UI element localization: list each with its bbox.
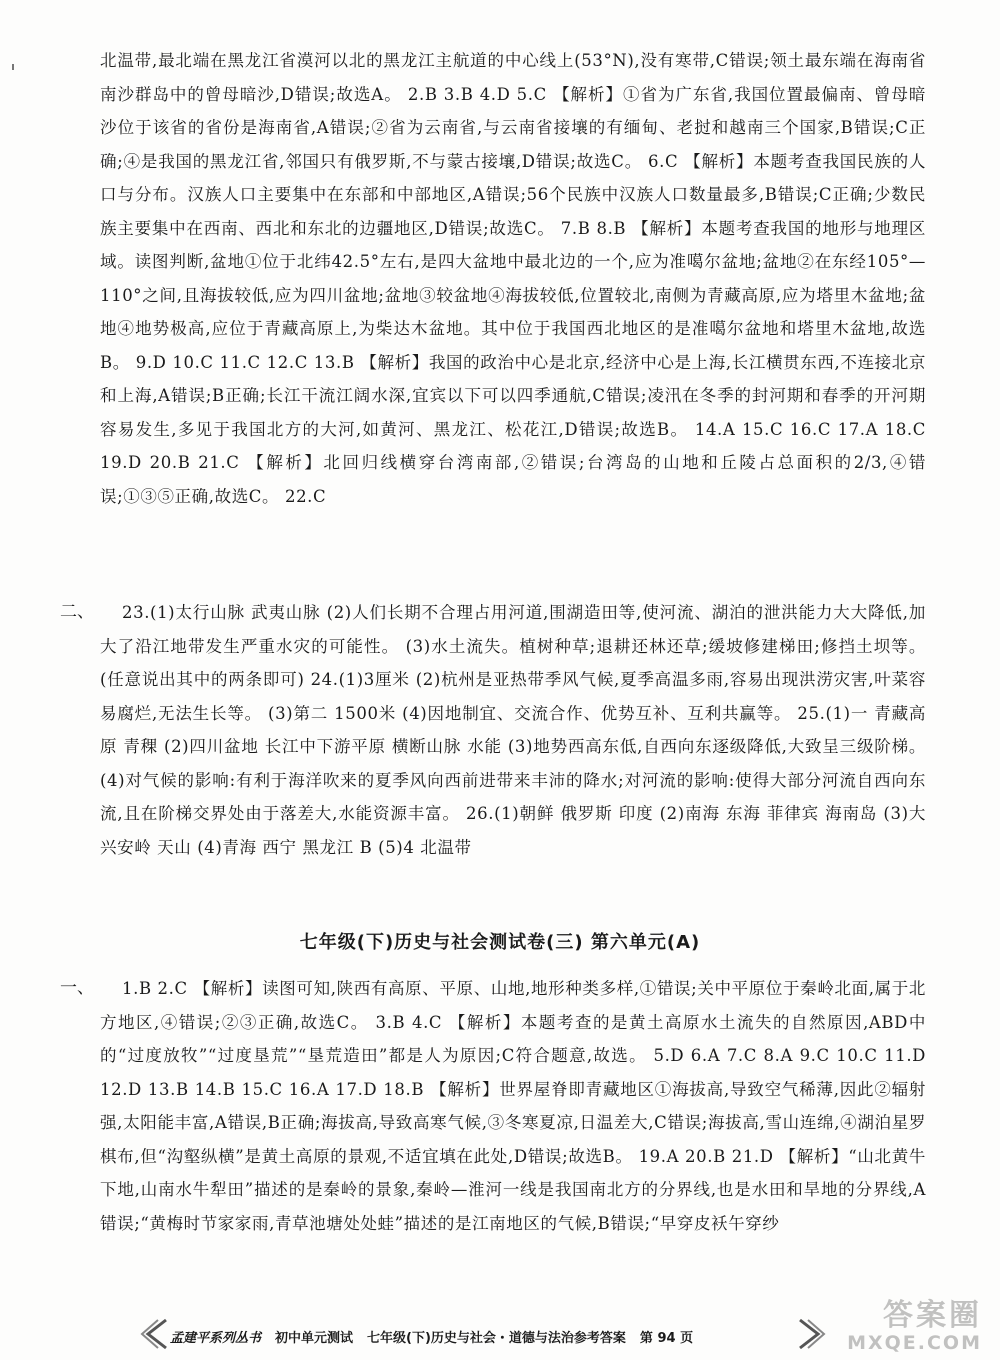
left-arrow-icon <box>140 1318 168 1350</box>
scan-mark <box>12 64 14 70</box>
footer-series: 孟建平系列丛书 <box>170 1330 262 1346</box>
watermark-logo: 答案圈 <box>883 1298 982 1333</box>
watermark <box>792 1290 982 1352</box>
footer-book: 初中单元测试 <box>275 1330 354 1346</box>
watermark-url: MXQE.COM <box>847 1332 982 1354</box>
answers-part1-continued: 北温带,最北端在黑龙江省漠河以北的黑龙江主航道的中心线上(53°N),没有寒带,C错误;领土最东端在海南省南沙群岛中的曾母暗沙,D错误;故选A。 2.B 3.B 4.D 5.C 【解析】①省为广东省,我国位置最偏南、曾母暗沙位于该省的省份是海南省,A错误;②省为云南省,与云南省接壤的有缅甸、老挝和越南三个国家,B错误;C正确;④是我国的黑龙江省,邻国只有俄罗斯,不与蒙古接壤,D错误;故选C。 6.C 【解析】本题考查我国民族的人口与分布。汉族人口主要集中在东部和中部地区,A错误;56个民族中汉族人口数量最多,B错误;C正确;少数民族主要集中在西南、西北和东北的边疆地区,D错误;故选C。 7.B 8.B 【解析】本题考查我国的地形与地理区域。读图判断,盆地①位于北纬42.5°左右,是四大盆地中最北边的一个,应为准噶尔盆地;盆地②在东经105°—110°之间,且海拔较低,应为四川盆地;盆地③较盆地④海拔较低,位置较北,南侧为青藏高原,应为塔里木盆地;盆地④地势极高,应位于青藏高原上,为柴达木盆地。其中位于我国西北地区的是准噶尔盆地和塔里木盆地,故选B。 9.D 10.C 11.C 12.C 13.B 【解析】我国的政治中心是北京,经济中心是上海,长江横贯东西,不连接北京和上海,A错误;B正确;长江干流江阔水深,宜宾以下可以四季通航,C错误;凌汛在冬季的封河期和春季的开河期容易发生,多见于我国北方的大河,如黄河、黑龙江、松花江,D错误;故选B。 14.A 15.C 16.C 17.A 18.C 19.D 20.B 21.C 【解析】北回归线横穿台湾南部,②错误;台湾岛的山地和丘陵占总面积的2/3,④错误;①③⑤正确,故选C。 22.C <box>100 51 926 506</box>
page-footer <box>170 1322 800 1350</box>
section-label-two: 二、 <box>60 602 94 622</box>
answers-part2: 23.(1)太行山脉 武夷山脉 (2)人们长期不合理占用河道,围湖造田等,使河流、湖泊的泄洪能力大大降低,加大了沿江地带发生严重水灾的可能性。 (3)水土流失。植树种草;退耕还林还草;缓坡修建梯田;修挡土坝等。(任意说出其中的两条即可) 24.(1)3厘米 (2)杭州是亚热带季风气候,夏季高温多雨,容易出现洪涝灾害,叶菜容易腐烂,无法生长等。 (3)第二 1500米 (4)因地制宜、交流合作、优势互补、互利共赢等。 25.(1)一 青藏高原 青稞 (2)四川盆地 长江中下游平原 横断山脉 水能 (3)地势西高东低,自西向东逐级降低,大致呈三级阶梯。 (4)对气候的影响:有利于海洋吹来的夏季风向西前进带来丰沛的降水;对河流的影响:使得大部分河流自西向东流,且在阶梯交界处由于落差大,水能资源丰富。 26.(1)朝鲜 俄罗斯 印度 (2)南海 东海 菲律宾 海南岛 (3)大兴安岭 天山 (4)青海 西宁 黑龙江 B (5)4 北温带 <box>100 603 927 857</box>
page-number: 第 94 页 <box>639 1330 694 1346</box>
test-title: 七年级(下)历史与社会测试卷(三) 第六单元(A) <box>299 932 701 953</box>
footer-subject: 七年级(下)历史与社会・道德与法治参考答案 <box>367 1330 626 1346</box>
answers-test3-part1: 1.B 2.C 【解析】读图可知,陕西有高原、平原、山地,地形种类多样,①错误;关中平原位于秦岭北面,属于北方地区,④错误;②③正确,故选C。 3.B 4.C 【解析】本题考查的是黄土高原水土流失的自然原因,ABD中的“过度放牧”“过度垦荒”“垦荒造田”都是人为原因;C符合题意,故选。 5.D 6.A 7.C 8.A 9.C 10.C 11.D 12.D 13.B 14.B 15.C 16.A 17.D 18.B 【解析】世界屋脊即青藏地区①海拔高,导致空气稀薄,因此②辐射强,太阳能丰富,A错误,B正确;海拔高,导致高寒气候,③冬寒夏凉,日温差大,C错误;海拔高,雪山连绵,④湖泊星罗棋布,但“沟壑纵横”是黄土高原的景观,不适宜填在此处,D错误;故选B。 19.A 20.B 21.D 【解析】“山北黄牛下地,山南水牛犁田”描述的是秦岭的景象,秦岭—淮河一线是我国南北方的分界线,也是水田和旱地的分界线,A错误;“黄梅时节家家雨,青草池塘处处蛙”描述的是江南地区的气候,B错误;“早穿皮袄午穿纱 <box>100 979 926 1233</box>
section-label-one: 一、 <box>60 978 94 998</box>
